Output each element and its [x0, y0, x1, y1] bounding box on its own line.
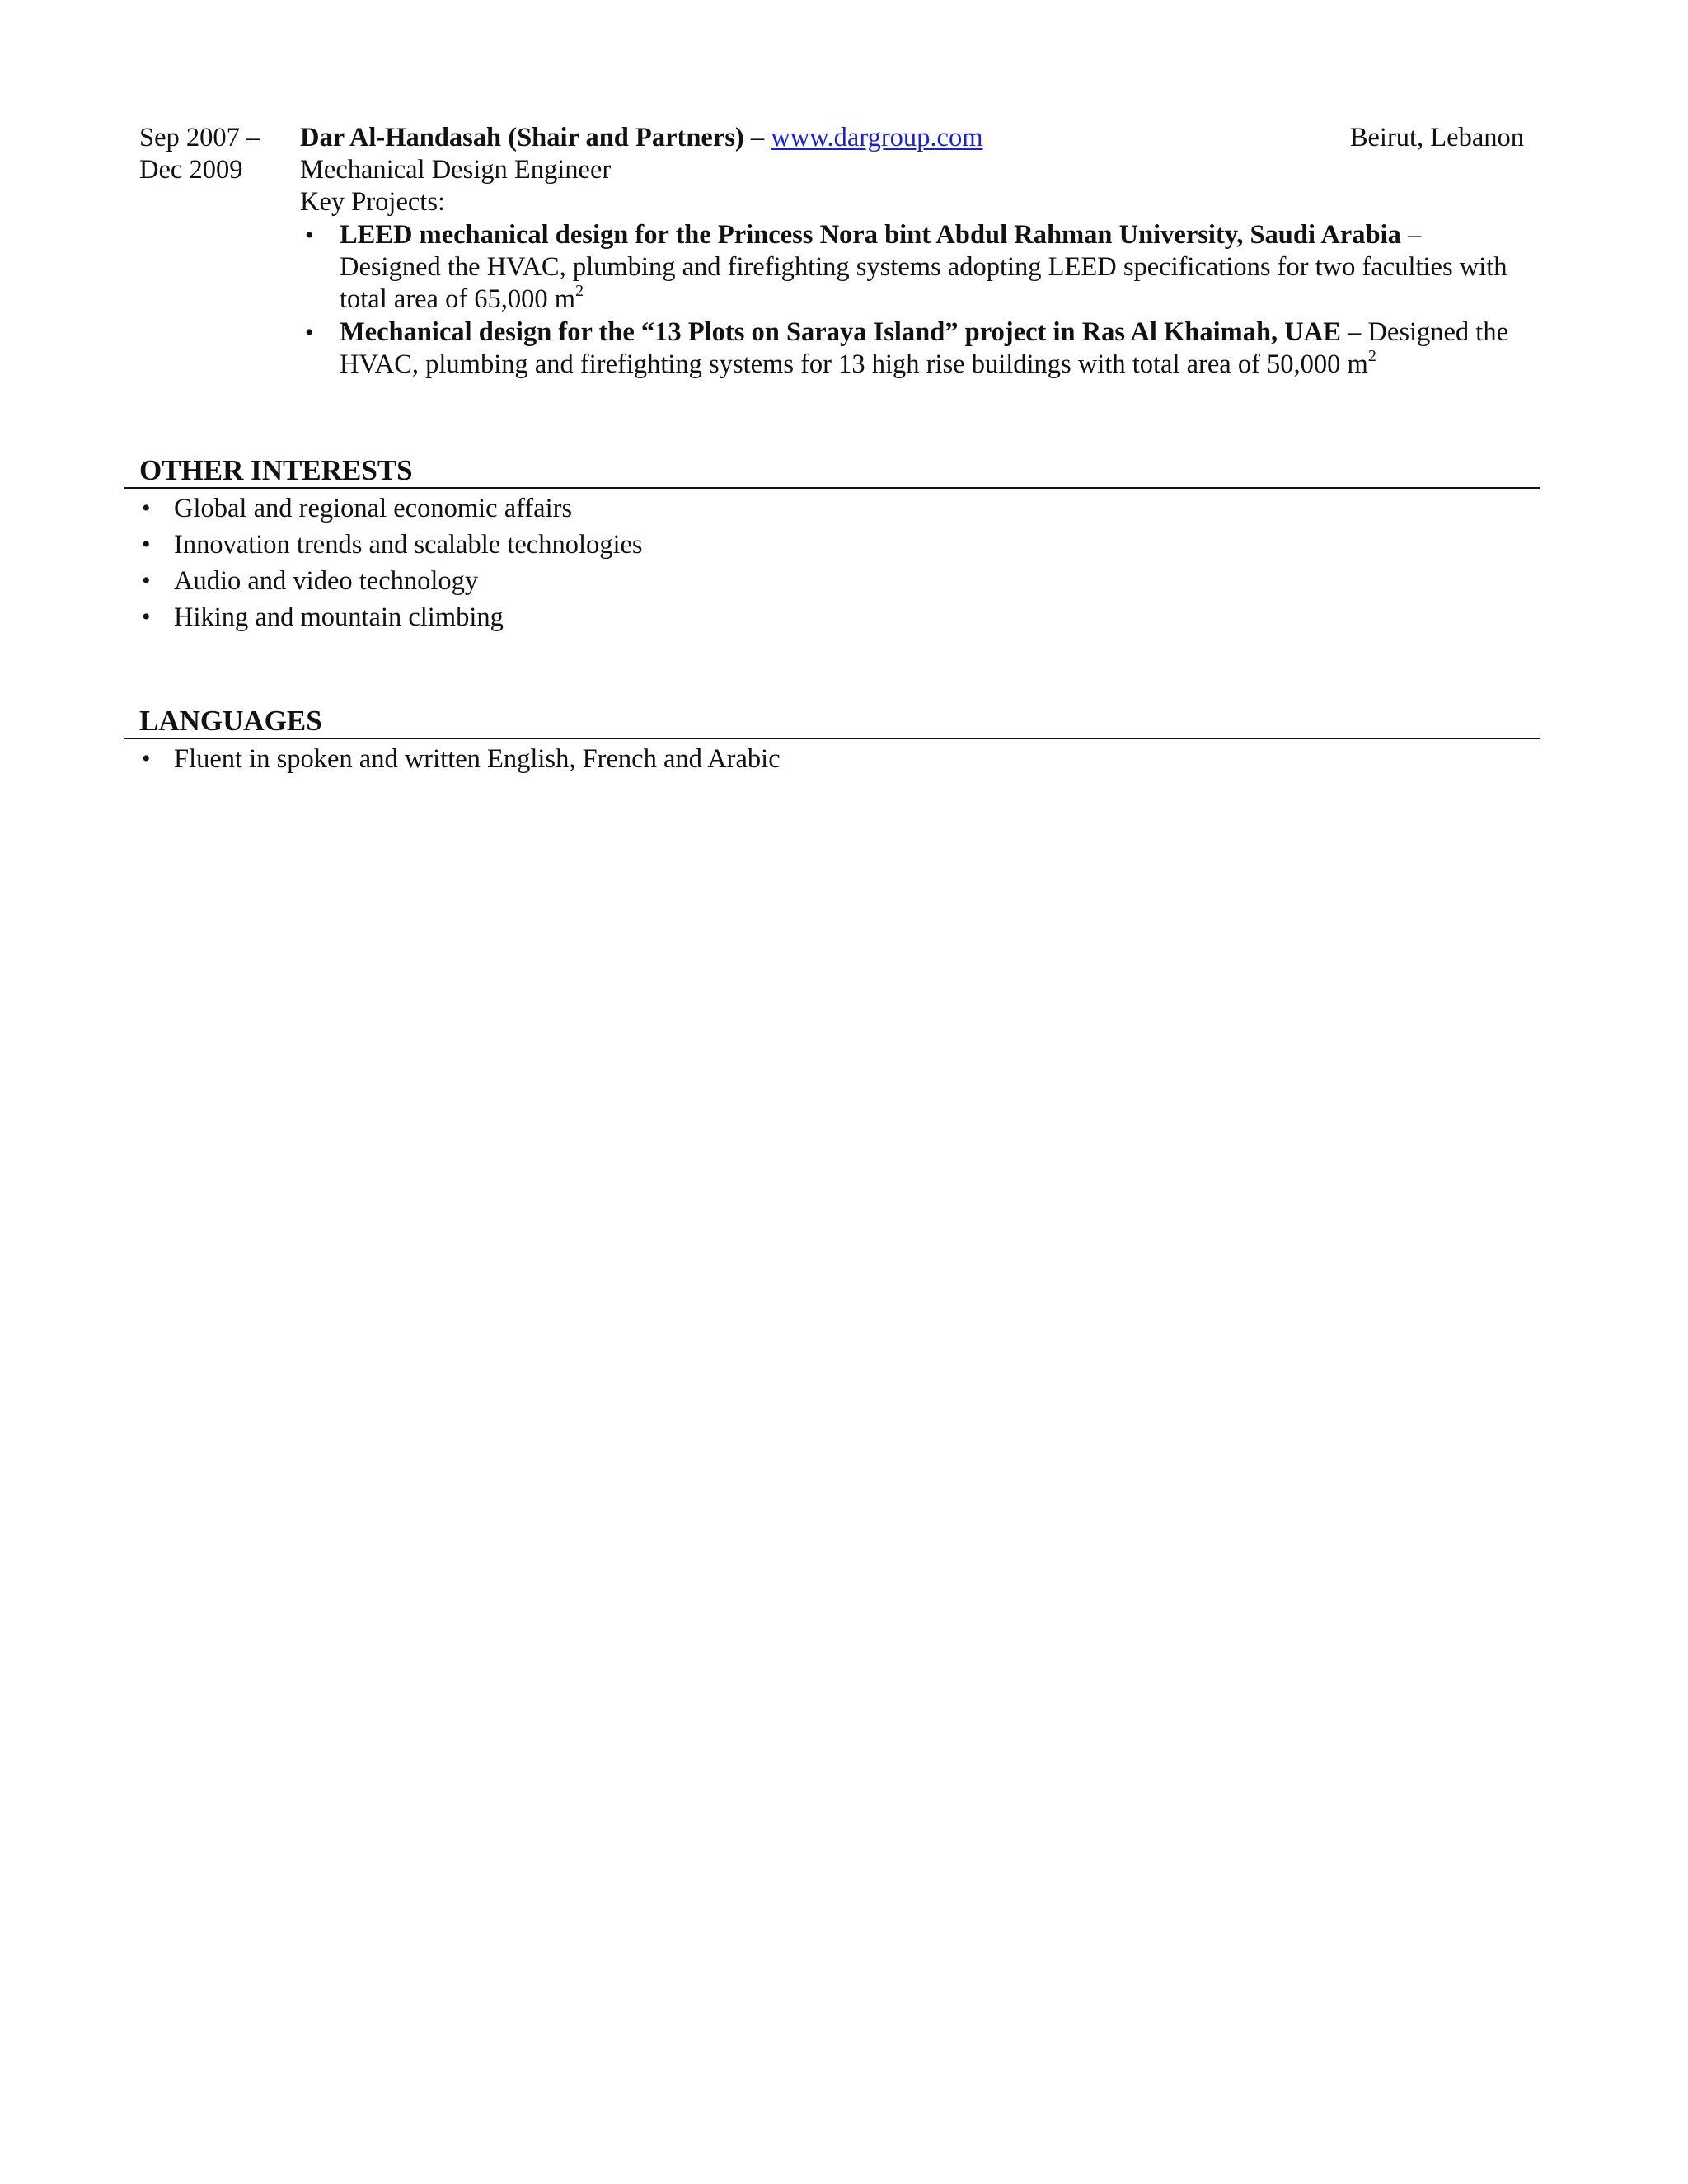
- list-item: [124, 563, 1540, 599]
- project-description: Designed the HVAC, plumbing and firefighting systems adopting LEED specifications for two faculties with total area of 65,000 m: [340, 252, 1507, 314]
- project-area-superscript: 2: [575, 282, 584, 300]
- experience-headline: [300, 122, 1524, 154]
- experience-dates: [139, 122, 296, 186]
- interest-text: Audio and video technology: [174, 566, 479, 596]
- list-item: [124, 490, 1540, 527]
- date-start: Sep 2007 –: [139, 123, 260, 152]
- key-projects-label: Key Projects:: [300, 187, 446, 217]
- list-item: [124, 741, 1540, 777]
- bullet-icon: •: [142, 567, 151, 594]
- list-item: [124, 527, 1540, 563]
- headline-separator: –: [743, 123, 771, 152]
- project-title: Mechanical design for the “13 Plots on Saraya Island” project in Ras Al Khaimah, UAE: [340, 317, 1341, 347]
- list-item: [124, 599, 1540, 635]
- project-description: Designed the HVAC, plumbing and firefighting systems for 13 high rise buildings with total area of 50,000 m: [340, 317, 1508, 379]
- company-name: Dar Al-Handasah (Shair and Partners): [300, 123, 744, 152]
- date-end: Dec 2009: [139, 155, 243, 185]
- language-text: Fluent in spoken and written English, French and Arabic: [174, 744, 781, 774]
- bullet-icon: •: [142, 531, 151, 558]
- languages-list: [124, 741, 1540, 777]
- bullet-icon: •: [305, 222, 314, 249]
- project-item: [300, 316, 1524, 381]
- project-item: [300, 219, 1524, 316]
- project-dash: –: [1340, 317, 1368, 347]
- interest-text: Hiking and mountain climbing: [174, 602, 504, 632]
- languages-title: LANGUAGES: [124, 705, 1540, 739]
- project-dash: –: [1400, 220, 1422, 250]
- languages-section: [124, 705, 1540, 777]
- company-website-link[interactable]: www.dargroup.com: [771, 123, 983, 152]
- interest-text: Innovation trends and scalable technologies: [174, 530, 643, 560]
- key-projects-list: [300, 219, 1524, 381]
- other-interests-section: [124, 454, 1540, 635]
- bullet-icon: •: [142, 603, 151, 630]
- other-interests-title: OTHER INTERESTS: [124, 454, 1540, 489]
- job-role: Mechanical Design Engineer: [300, 155, 612, 185]
- interest-text: Global and regional economic affairs: [174, 494, 573, 523]
- project-area-superscript: 2: [1367, 347, 1376, 365]
- project-title: LEED mechanical design for the Princess Nora bint Abdul Rahman University, Saudi Arabia: [340, 220, 1401, 250]
- other-interests-list: [124, 490, 1540, 635]
- bullet-icon: •: [142, 494, 151, 522]
- experience-content: [300, 122, 1524, 381]
- bullet-icon: •: [142, 745, 151, 772]
- job-location: Beirut, Lebanon: [1349, 123, 1524, 152]
- bullet-icon: •: [305, 319, 314, 346]
